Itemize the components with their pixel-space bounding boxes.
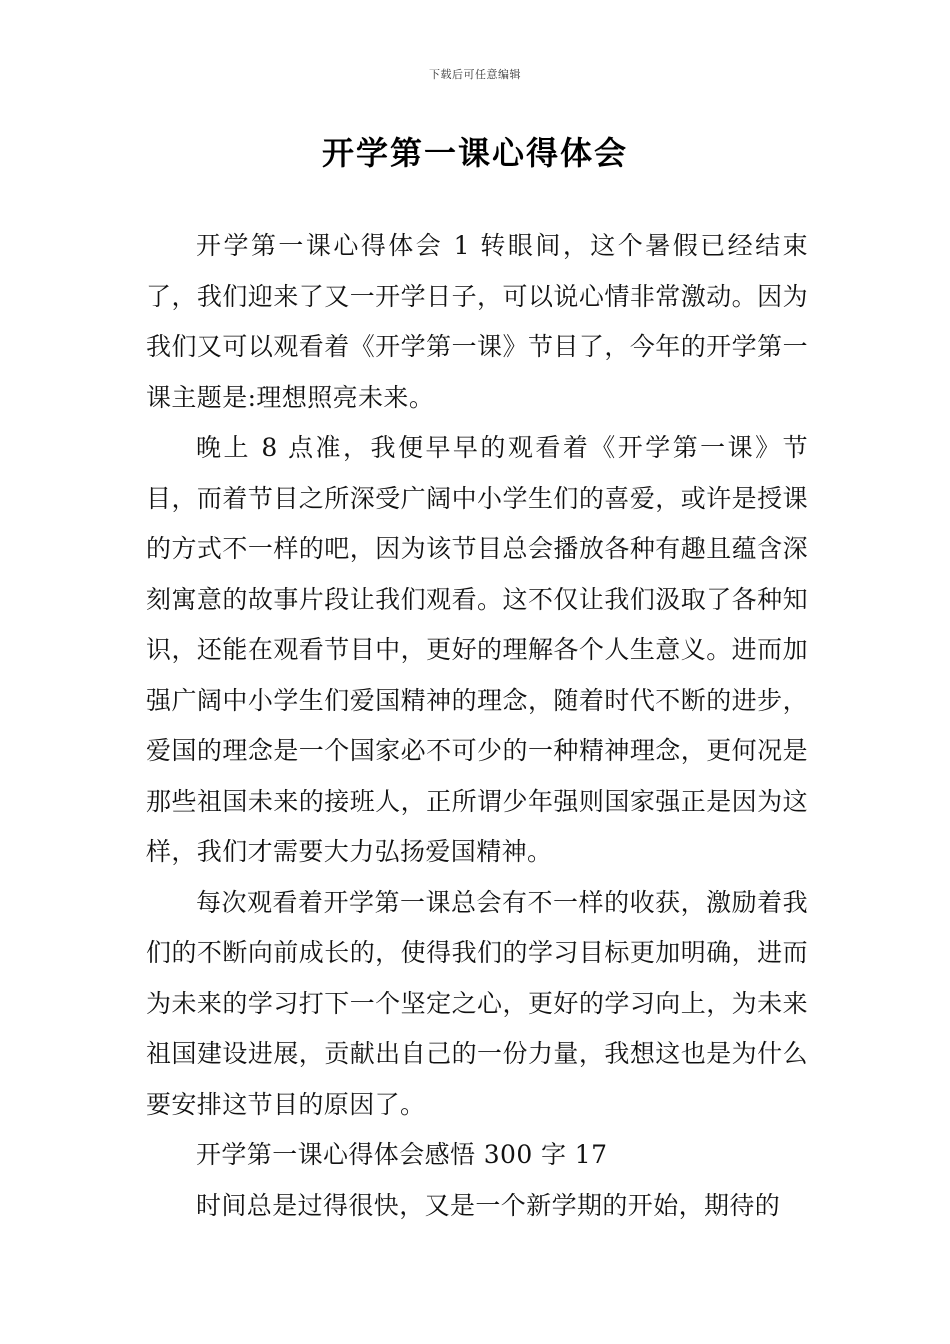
section-heading: 开学第一课心得体会感悟 300 字 17 (196, 1140, 608, 1169)
paragraph-1: 开学第一课心得体会 1 转眼间，这个暑假已经结束了，我们迎来了又一开学日子，可以说心情非常激动。因为我们又可以观看着《开学第一课》节目了，今年的开学第一课主题是:理想照亮未来。 (146, 231, 808, 412)
document-body (146, 221, 808, 1231)
header-note: 下载后可任意编辑 (429, 68, 521, 81)
document-title: 开学第一课心得体会 (321, 134, 628, 172)
paragraph-4: 时间总是过得很快，又是一个新学期的开始，期待的 (196, 1190, 781, 1220)
paragraph-2: 晚上 8 点准，我便早早的观看着《开学第一课》节目，而着节目之所深受广阔中小学生们的喜爱，或许是授课的方式不一样的吧，因为该节目总会播放各种有趣且蕴含深刻寓意的故事片段让我们观看。这不仅让我们汲取了各种知识，还能在观看节目中，更好的理解各个人生意义。进而加强广阔中小学生们爱国精神的理念，随着时代不断的进步，爱国的理念是一个国家必不可少的一种精神理念，更何况是那些祖国未来的接班人，正所谓少年强则国家强正是因为这样，我们才需要大力弘扬爱国精神。 (146, 433, 808, 866)
paragraph-3: 每次观看着开学第一课总会有不一样的收获，激励着我们的不断向前成长的，使得我们的学习目标更加明确，进而为未来的学习打下一个坚定之心，更好的学习向上，为未来祖国建设进展，贡献出自己的一份力量，我想这也是为什么要安排这节目的原因了。 (146, 887, 808, 1119)
